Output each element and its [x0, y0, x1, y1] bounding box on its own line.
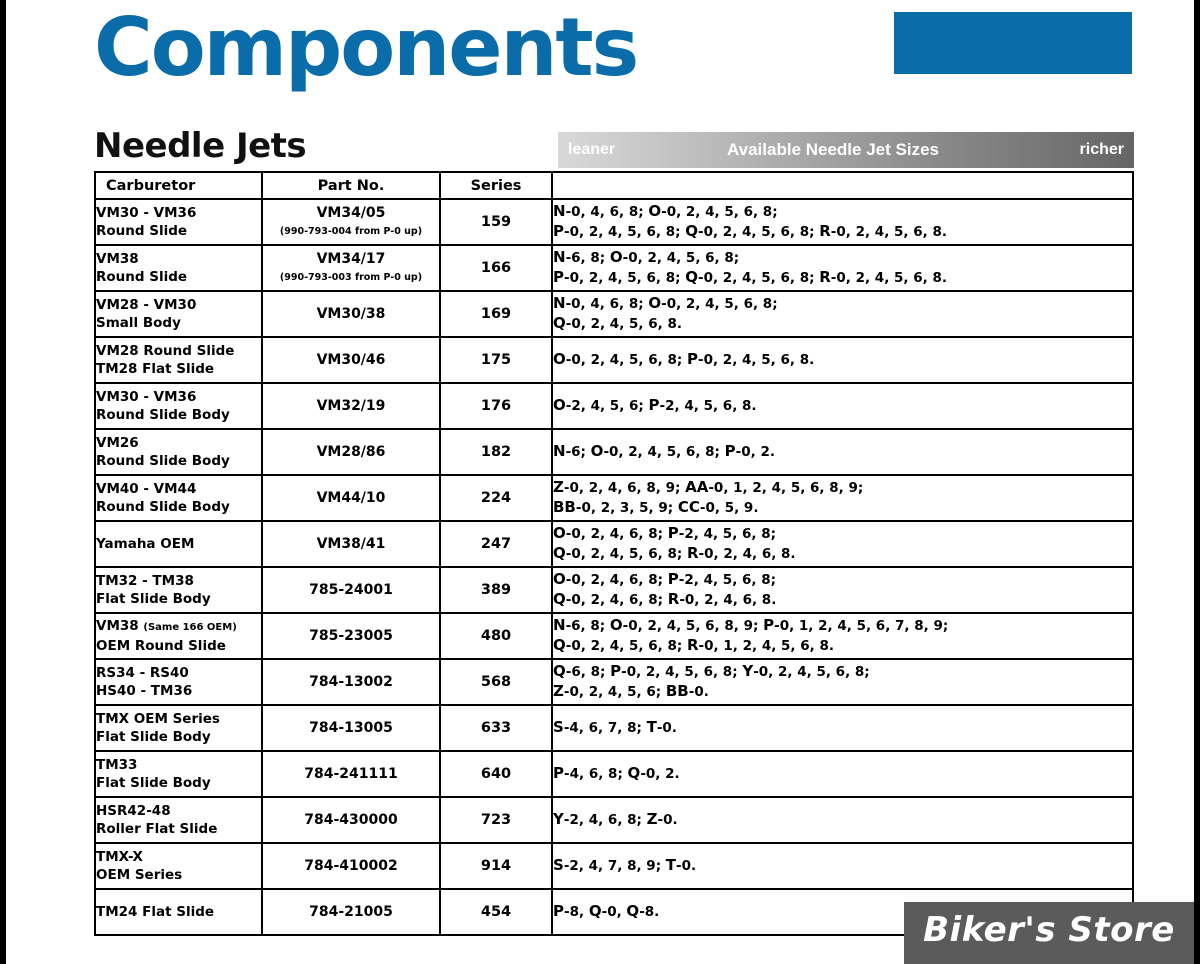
cell-available-sizes: N-6, 8; O-0, 2, 4, 5, 6, 8, 9; P-0, 1, 2, 4, 5, 6, 7, 8, 9; Q-0, 2, 4, 5, 6, 8; R-0, 1, 2, 4, 5, 6, 8.: [552, 613, 1132, 659]
table-row: [96, 475, 1132, 521]
cell-series: 224: [440, 475, 552, 521]
cell-carburetor: TMX OEM Series Flat Slide Body: [96, 705, 262, 751]
cell-carburetor: TM32 - TM38 Flat Slide Body: [96, 567, 262, 613]
cell-series: 166: [440, 245, 552, 291]
cell-available-sizes: Y-2, 4, 6, 8; Z-0.: [552, 797, 1132, 843]
cell-carburetor: Yamaha OEM: [96, 521, 262, 567]
table-row: [96, 337, 1132, 383]
banner-leaner-label: leaner: [568, 141, 616, 158]
table-header: [96, 173, 1132, 199]
cell-available-sizes: O-0, 2, 4, 6, 8; P-2, 4, 5, 6, 8; Q-0, 2, 4, 6, 8; R-0, 2, 4, 6, 8.: [552, 567, 1132, 613]
cell-available-sizes: N-0, 4, 6, 8; O-0, 2, 4, 5, 6, 8; P-0, 2, 4, 5, 6, 8; Q-0, 2, 4, 5, 6, 8; R-0, 2, 4, 5, 6, 8.: [552, 199, 1132, 245]
cell-part-no: 784-430000: [262, 797, 440, 843]
table-row: [96, 567, 1132, 613]
cell-series: 182: [440, 429, 552, 475]
cell-carburetor: VM30 - VM36 Round Slide: [96, 199, 262, 245]
cell-series: 568: [440, 659, 552, 705]
table-row: [96, 843, 1132, 889]
column-header-carburetor: Carburetor: [96, 173, 262, 199]
cell-series: 247: [440, 521, 552, 567]
table-row: [96, 291, 1132, 337]
banner-richer-label: richer: [1079, 141, 1124, 158]
cell-part-no: VM30/46: [262, 337, 440, 383]
cell-part-no: 784-410002: [262, 843, 440, 889]
table-row: [96, 751, 1132, 797]
cell-part-no: 784-241111: [262, 751, 440, 797]
cell-carburetor: VM38 Round Slide: [96, 245, 262, 291]
cell-carburetor: VM26 Round Slide Body: [96, 429, 262, 475]
cell-part-no: VM34/17 (990-793-003 from P-0 up): [262, 245, 440, 291]
header-accent-block: [894, 12, 1132, 74]
cell-part-no: 785-23005: [262, 613, 440, 659]
table-header-row: [96, 173, 1132, 199]
cell-carburetor: VM28 - VM30 Small Body: [96, 291, 262, 337]
table-row: [96, 797, 1132, 843]
cell-available-sizes: S-2, 4, 7, 8, 9; T-0.: [552, 843, 1132, 889]
table-row: [96, 613, 1132, 659]
cell-series: 914: [440, 843, 552, 889]
cell-series: 640: [440, 751, 552, 797]
column-header-part-no: Part No.: [262, 173, 440, 199]
table-body: [96, 199, 1132, 935]
cell-series: 389: [440, 567, 552, 613]
cell-carburetor: VM40 - VM44 Round Slide Body: [96, 475, 262, 521]
cell-available-sizes: N-6, 8; O-0, 2, 4, 5, 6, 8; P-0, 2, 4, 5, 6, 8; Q-0, 2, 4, 5, 6, 8; R-0, 2, 4, 5, 6, 8.: [552, 245, 1132, 291]
table-row: [96, 429, 1132, 475]
cell-available-sizes: P-8, Q-0, Q-8.: [552, 889, 1132, 935]
cell-carburetor: HSR42-48 Roller Flat Slide: [96, 797, 262, 843]
cell-carburetor: TMX-X OEM Series: [96, 843, 262, 889]
table-row: [96, 383, 1132, 429]
cell-carburetor: VM38 (Same 166 OEM) OEM Round Slide: [96, 613, 262, 659]
cell-available-sizes: O-0, 2, 4, 5, 6, 8; P-0, 2, 4, 5, 6, 8.: [552, 337, 1132, 383]
cell-carburetor: TM24 Flat Slide: [96, 889, 262, 935]
cell-available-sizes: S-4, 6, 7, 8; T-0.: [552, 705, 1132, 751]
watermark-label: Biker's Store: [923, 910, 1175, 950]
table-row: [96, 659, 1132, 705]
table-row: [96, 521, 1132, 567]
cell-available-sizes: O-2, 4, 5, 6; P-2, 4, 5, 6, 8.: [552, 383, 1132, 429]
cell-part-no: VM32/19: [262, 383, 440, 429]
watermark: [904, 902, 1194, 964]
cell-series: 159: [440, 199, 552, 245]
table-row: [96, 199, 1132, 245]
cell-series: 723: [440, 797, 552, 843]
cell-part-no: 785-24001: [262, 567, 440, 613]
table-row: [96, 245, 1132, 291]
table-row: [96, 705, 1132, 751]
cell-available-sizes: N-0, 4, 6, 8; O-0, 2, 4, 5, 6, 8; Q-0, 2, 4, 5, 6, 8.: [552, 291, 1132, 337]
column-header-series: Series: [440, 173, 552, 199]
cell-part-no: VM44/10: [262, 475, 440, 521]
cell-carburetor: TM33 Flat Slide Body: [96, 751, 262, 797]
cell-series: 480: [440, 613, 552, 659]
cell-carburetor: VM30 - VM36 Round Slide Body: [96, 383, 262, 429]
cell-carburetor: VM28 Round Slide TM28 Flat Slide: [96, 337, 262, 383]
cell-part-no: 784-13005: [262, 705, 440, 751]
cell-part-no: VM28/86: [262, 429, 440, 475]
cell-series: 175: [440, 337, 552, 383]
cell-available-sizes: N-6; O-0, 2, 4, 5, 6, 8; P-0, 2.: [552, 429, 1132, 475]
page-header: [6, 0, 1194, 96]
header-title: Components: [94, 1, 638, 94]
cell-available-sizes: P-4, 6, 8; Q-0, 2.: [552, 751, 1132, 797]
banner-center-label: Available Needle Jet Sizes: [727, 140, 939, 159]
needle-jets-table: [96, 173, 1132, 936]
cell-part-no: VM34/05 (990-793-004 from P-0 up): [262, 199, 440, 245]
cell-part-no: VM30/38: [262, 291, 440, 337]
cell-available-sizes: O-0, 2, 4, 6, 8; P-2, 4, 5, 6, 8; Q-0, 2, 4, 5, 6, 8; R-0, 2, 4, 6, 8.: [552, 521, 1132, 567]
needle-jets-table-wrap: [94, 171, 1134, 936]
left-edge-rule: [0, 0, 6, 964]
cell-part-no: 784-13002: [262, 659, 440, 705]
cell-available-sizes: Z-0, 2, 4, 6, 8, 9; AA-0, 1, 2, 4, 5, 6, 8, 9; BB-0, 2, 3, 5, 9; CC-0, 5, 9.: [552, 475, 1132, 521]
cell-part-no: VM38/41: [262, 521, 440, 567]
section-title: Needle Jets: [94, 126, 307, 166]
cell-available-sizes: Q-6, 8; P-0, 2, 4, 5, 6, 8; Y-0, 2, 4, 5, 6, 8; Z-0, 2, 4, 5, 6; BB-0.: [552, 659, 1132, 705]
right-edge-rule: [1194, 0, 1200, 964]
cell-series: 176: [440, 383, 552, 429]
cell-series: 169: [440, 291, 552, 337]
cell-part-no: 784-21005: [262, 889, 440, 935]
cell-series: 633: [440, 705, 552, 751]
cell-carburetor: RS34 - RS40 HS40 - TM36: [96, 659, 262, 705]
column-header-sizes: [552, 173, 1132, 199]
cell-series: 454: [440, 889, 552, 935]
needle-jet-size-banner: [558, 132, 1134, 168]
